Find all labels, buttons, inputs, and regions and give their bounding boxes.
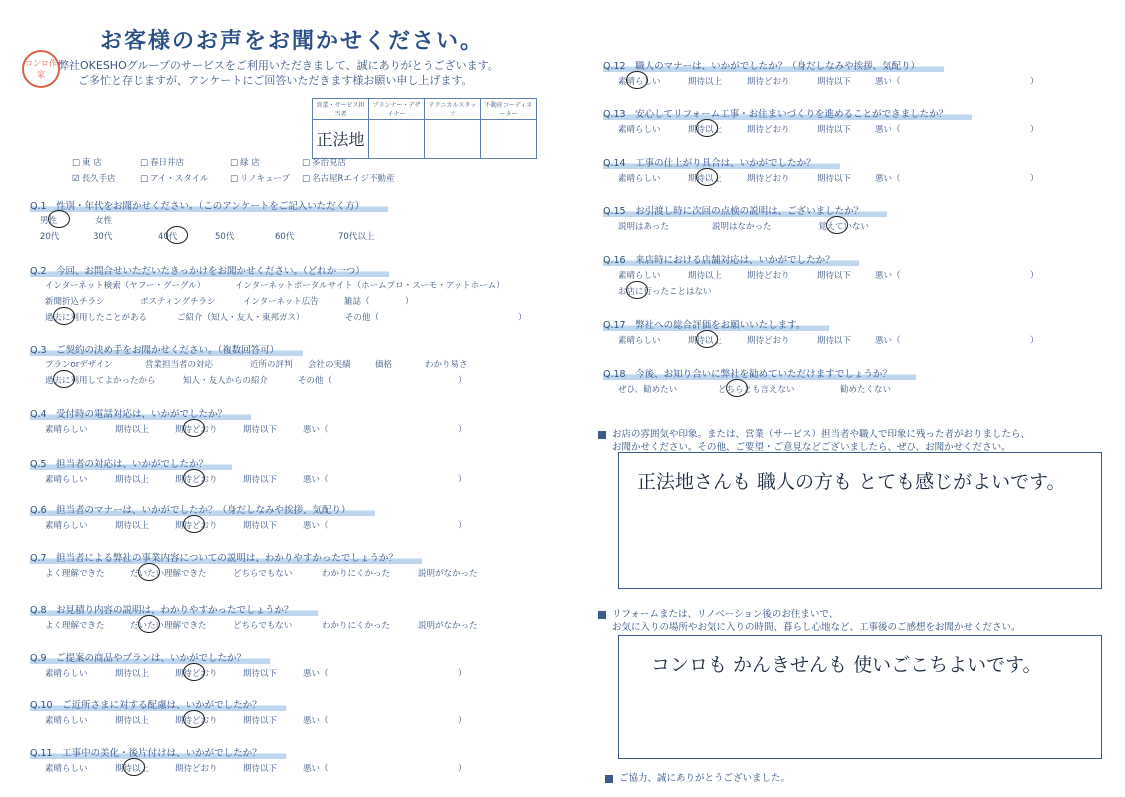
answer-paren: ） — [458, 716, 467, 726]
staff-header: テクニカルスタッフ — [425, 99, 481, 120]
question-title-text: Q.15 お引渡し時に次回の点検の説明は、ございましたか？ — [603, 203, 887, 217]
answer-option[interactable]: 営業担当者の対応 — [145, 360, 214, 370]
question-title-text: Q.16 来店時における店舗対応は、いかがでしたか？ — [603, 252, 859, 266]
answer-option[interactable]: 期待以下 — [817, 77, 852, 87]
answer-option[interactable]: 期待以上 — [115, 716, 150, 726]
answer-option[interactable]: だいたい理解できた — [130, 569, 207, 579]
answer-option[interactable]: その他（ — [298, 376, 333, 386]
answer-option[interactable]: 悪い（ — [875, 77, 901, 87]
handwritten-circle-mark — [696, 168, 718, 186]
answer-option[interactable]: 期待どおり — [747, 336, 790, 346]
question-title-text: Q.3 ご契約の決め手をお聞かせください。（複数回答可） — [30, 342, 303, 356]
store-checkbox[interactable]: □ 名古屋Rエイジ不動産 — [302, 172, 422, 184]
question-title — [30, 650, 270, 664]
comment-prompt-1: お店の雰囲気や印象。または、営業（サービス）担当者や職人で印象に残った者がおりましたら、 お聞かせください。その他、ご要望・ご意見などございましたら、ぜひ、お聞かせください。 — [598, 428, 1030, 454]
answer-option[interactable]: 悪い（ — [303, 669, 329, 679]
answer-option[interactable]: 期待以上 — [688, 174, 723, 184]
answer-option[interactable]: 説明がなかった — [418, 621, 478, 631]
answer-option[interactable]: 50代 — [215, 232, 235, 242]
answer-option[interactable]: インターネット広告 — [243, 297, 319, 307]
answer-option[interactable]: 期待どおり — [175, 475, 218, 485]
store-checkbox[interactable]: □ 春日井店 — [140, 156, 230, 168]
answer-option[interactable]: 素晴らしい — [618, 125, 661, 135]
answer-option[interactable]: 過去に利用してよかったから — [45, 376, 156, 386]
staff-value[interactable] — [313, 120, 369, 159]
answer-option[interactable]: 期待以下 — [817, 271, 852, 281]
handwritten-circle-mark — [726, 379, 748, 397]
answer-paren: ） — [518, 313, 527, 323]
handwritten-circle-mark — [53, 370, 75, 388]
answer-option[interactable]: ポスティングチラシ — [140, 297, 216, 307]
answer-option[interactable]: 期待どおり — [175, 669, 218, 679]
answer-option[interactable]: 70代以上 — [338, 232, 375, 242]
question-title — [603, 58, 944, 72]
answer-paren: ） — [458, 669, 467, 679]
question-title — [30, 342, 303, 356]
answer-option[interactable]: 期待以下 — [817, 125, 852, 135]
question-title-text: Q.14 工事の仕上がり具合は、いかがでしたか？ — [603, 155, 840, 169]
staff-value[interactable] — [481, 120, 537, 159]
answer-option[interactable]: 期待以下 — [817, 174, 852, 184]
question-title — [30, 502, 375, 516]
answer-option[interactable]: どちらでもない — [233, 621, 293, 631]
answer-paren: ） — [458, 764, 467, 774]
answer-option[interactable]: インターネット検索（ヤフー・グーグル） — [45, 281, 206, 291]
answer-option[interactable]: お店に行ったことはない — [618, 287, 712, 297]
answer-option[interactable]: 期待どおり — [175, 521, 218, 531]
answer-option[interactable]: 知人・友人からの紹介 — [183, 376, 269, 386]
staff-header: 営業・サービス担当者 — [313, 99, 369, 120]
handwritten-circle-mark — [626, 281, 648, 299]
answer-option[interactable]: 男性 — [40, 216, 58, 226]
handwritten-circle-mark — [166, 226, 188, 244]
answer-option[interactable]: インターネットポータルサイト（ホームプロ・スーモ・アットホーム） — [235, 281, 505, 291]
comment-prompt-2: リフォームまたは、リノベーション後のお住まいで、 お気に入りの場所やお気に入りの時間、暮らし心地など、工事後のご感想をお聞かせください。 — [598, 608, 1021, 634]
answer-option[interactable]: 期待どおり — [175, 425, 218, 435]
store-checkbox[interactable]: □ リノキューブ — [230, 172, 302, 184]
handwritten-circle-mark — [696, 330, 718, 348]
intro-line: 弊社OKESHOグループのサービスをご利用いただきまして、誠にありがとうございます。 — [58, 59, 499, 72]
answer-option[interactable]: 期待以下 — [243, 521, 278, 531]
answer-option[interactable]: 悪い（ — [875, 125, 901, 135]
answer-paren: ） — [1030, 77, 1039, 87]
question-title — [603, 366, 916, 380]
intro-text — [58, 58, 499, 88]
answer-option[interactable]: 期待以下 — [243, 764, 278, 774]
question-title — [30, 602, 318, 616]
answer-option[interactable]: 覚えていない — [818, 222, 870, 232]
answer-paren: ） — [1030, 336, 1039, 346]
answer-paren: ） — [458, 475, 467, 485]
answer-option[interactable]: 期待以上 — [115, 669, 150, 679]
comment-answer-1: 正法地さんも 職人の方も とても感じがよいです。 — [637, 471, 1066, 493]
company-stamp — [22, 50, 60, 88]
handwritten-circle-mark — [183, 419, 205, 437]
answer-option[interactable]: 悪い（ — [303, 425, 329, 435]
staff-value[interactable] — [369, 120, 425, 159]
question-title-text: Q.7 担当者による弊社の事業内容についての説明は、わかりやすかったでしょうか？ — [30, 550, 422, 564]
question-title — [30, 745, 286, 759]
answer-option[interactable]: 期待以下 — [243, 425, 278, 435]
answer-option[interactable]: 過去に利用したことがある — [45, 313, 148, 323]
answer-paren: ） — [1030, 125, 1039, 135]
answer-option[interactable]: 期待以上 — [115, 521, 150, 531]
staff-header: 不動産コーディネーター — [481, 99, 537, 120]
handwritten-circle-mark — [696, 119, 718, 137]
answer-option[interactable]: 説明はあった — [618, 222, 669, 232]
answer-option[interactable]: 価格 — [375, 360, 393, 370]
answer-option[interactable]: どちらでもない — [233, 569, 293, 579]
answer-option[interactable]: 素晴らしい — [45, 764, 88, 774]
answer-option[interactable]: 悪い（ — [875, 271, 901, 281]
answer-option[interactable]: 素晴らしい — [618, 336, 661, 346]
answer-option[interactable]: 期待どおり — [747, 125, 790, 135]
handwritten-circle-mark — [138, 563, 160, 581]
answer-option[interactable]: 悪い（ — [303, 521, 329, 531]
answer-option[interactable]: 説明がなかった — [418, 569, 478, 579]
handwritten-circle-mark — [626, 71, 648, 89]
staff-name-handwritten: 正法地 — [316, 130, 365, 149]
question-title-text: Q.2 今回、お問合せいただいたきっかけをお聞かせください。（どれか一つ） — [30, 263, 389, 277]
question-title — [30, 697, 286, 711]
answer-option[interactable]: わかりにくかった — [322, 569, 391, 579]
store-checklist — [72, 156, 422, 184]
answer-option[interactable]: よく理解できた — [45, 569, 105, 579]
answer-option[interactable]: 60代 — [275, 232, 295, 242]
answer-option[interactable]: 近所の評判 — [250, 360, 293, 370]
question-title — [30, 263, 389, 277]
question-title-text: Q.18 今後、お知り合いに弊社を勧めていただけますでしょうか？ — [603, 366, 916, 380]
answer-option[interactable]: 40代 — [158, 232, 178, 242]
answer-option[interactable]: 素晴らしい — [618, 77, 661, 87]
answer-option[interactable]: 悪い（ — [875, 174, 901, 184]
answer-option[interactable]: 素晴らしい — [45, 475, 88, 485]
answer-option[interactable]: わかり易さ — [425, 360, 468, 370]
answer-option[interactable]: 期待どおり — [747, 77, 790, 87]
answer-option[interactable]: どちらとも言えない — [718, 385, 795, 395]
answer-option[interactable]: 期待以下 — [243, 669, 278, 679]
question-title-text: Q.5 担当者の対応は、いかがでしたか？ — [30, 456, 232, 470]
question-title-text: Q.9 ご提案の商品やプランは、いかがでしたか？ — [30, 650, 270, 664]
question-title — [603, 106, 972, 120]
answer-option[interactable]: 30代 — [93, 232, 113, 242]
question-title-text: Q.8 お見積り内容の説明は、わかりやすかったでしょうか？ — [30, 602, 318, 616]
answer-option[interactable]: 期待どおり — [175, 764, 218, 774]
question-title-text: Q.10 ご近所さまに対する配慮は、いかがでしたか？ — [30, 697, 286, 711]
answer-option[interactable]: 悪い（ — [875, 336, 901, 346]
answer-option[interactable]: 期待以下 — [817, 336, 852, 346]
staff-header: プランナー・デザイナー — [369, 99, 425, 120]
intro-line: ご多忙と存じますが、アンケートにご回答いただきます様お願い申し上げます。 — [78, 74, 473, 87]
answer-paren: ） — [458, 521, 467, 531]
comment-answer-2: コンロも かんきせんも 使いごこちよいです。 — [651, 654, 1042, 676]
answer-option[interactable]: 期待以上 — [115, 475, 150, 485]
answer-option[interactable]: 説明はなかった — [712, 222, 772, 232]
comment-box-1[interactable] — [618, 452, 1102, 589]
question-title-text: Q.13 安心してリフォーム工事・お住まいづくりを進めることができましたか？ — [603, 106, 972, 120]
answer-option[interactable]: 期待以上 — [688, 125, 723, 135]
store-checkbox[interactable]: □ 東 店 — [72, 156, 140, 168]
question-title — [603, 203, 887, 217]
handwritten-circle-mark — [826, 216, 848, 234]
handwritten-circle-mark — [183, 663, 205, 681]
answer-paren: ） — [1030, 174, 1039, 184]
handwritten-circle-mark — [123, 758, 145, 776]
handwritten-circle-mark — [183, 515, 205, 533]
handwritten-circle-mark — [183, 469, 205, 487]
answer-option[interactable]: プランorデザイン — [45, 360, 113, 370]
handwritten-circle-mark — [138, 615, 160, 633]
question-title — [30, 456, 232, 470]
question-title-text: Q.4 受付時の電話対応は、いかがでしたか？ — [30, 406, 251, 420]
answer-option[interactable]: わかりにくかった — [322, 621, 391, 631]
answer-option[interactable]: 素晴らしい — [45, 425, 88, 435]
answer-option[interactable]: 期待どおり — [175, 716, 218, 726]
question-title — [603, 317, 829, 331]
answer-paren: ） — [1030, 271, 1039, 281]
answer-option[interactable]: 期待以下 — [243, 716, 278, 726]
store-checkbox[interactable]: □ アイ・スタイル — [140, 172, 230, 184]
answer-option[interactable]: ご紹介（知人・友人・東邦ガス） — [177, 313, 305, 323]
answer-option[interactable]: よく理解できた — [45, 621, 105, 631]
comment-box-2[interactable] — [618, 635, 1102, 759]
question-title-text: Q.6 担当者のマナーは、いかがでしたか？（身だしなみや挨拶、気配り） — [30, 502, 375, 516]
answer-paren: ） — [458, 425, 467, 435]
answer-option[interactable]: 新聞折込チラシ — [45, 297, 105, 307]
question-title — [30, 198, 388, 212]
store-checkbox[interactable]: □ 多治見店 — [302, 156, 422, 168]
stamp-text: コンロ作家 — [25, 59, 57, 79]
answer-option[interactable]: だいたい理解できた — [130, 621, 207, 631]
answer-option[interactable]: 女性 — [95, 216, 113, 226]
question-title — [603, 155, 840, 169]
handwritten-circle-mark — [53, 307, 75, 325]
bullet-square-icon — [598, 431, 606, 439]
answer-option[interactable]: 期待以上 — [115, 425, 150, 435]
answer-paren: ） — [405, 297, 414, 307]
answer-paren: ） — [458, 376, 467, 386]
answer-option[interactable]: 期待以下 — [243, 475, 278, 485]
answer-option[interactable]: 悪い（ — [303, 475, 329, 485]
answer-option[interactable]: 勧めたくない — [840, 385, 892, 395]
answer-option[interactable]: 素晴らしい — [618, 174, 661, 184]
answer-option[interactable]: ぜひ、勧めたい — [618, 385, 678, 395]
answer-option[interactable]: 期待以上 — [688, 77, 723, 87]
answer-option[interactable]: 期待どおり — [747, 174, 790, 184]
answer-option[interactable]: 悪い（ — [303, 716, 329, 726]
answer-option[interactable]: 期待以上 — [688, 336, 723, 346]
page-title: お客様のお声をお聞かせください。 — [100, 29, 485, 54]
question-title-text: Q.11 工事中の美化・後片付けは、いかがでしたか？ — [30, 745, 286, 759]
question-title — [30, 406, 251, 420]
staff-table — [312, 98, 537, 159]
answer-option[interactable]: 期待どおり — [747, 271, 790, 281]
answer-option[interactable]: その他（ — [345, 313, 380, 323]
store-checkbox[interactable]: □ 緑 店 — [230, 156, 302, 168]
question-title — [603, 252, 859, 266]
question-title-text: Q.12 職人のマナーは、いかがでしたか？（身だしなみや挨拶、気配り） — [603, 58, 944, 72]
answer-option[interactable]: 素晴らしい — [45, 521, 88, 531]
handwritten-circle-mark — [183, 710, 205, 728]
question-title-text: Q.1 性別・年代をお聞かせください。（このアンケートをご記入いただく方） — [30, 198, 388, 212]
answer-option[interactable]: 雑誌（ — [344, 297, 370, 307]
store-checkbox-checked[interactable]: ☑ 長久手店 — [72, 172, 140, 184]
answer-option[interactable]: 会社の実績 — [308, 360, 351, 370]
answer-option[interactable]: 悪い（ — [303, 764, 329, 774]
staff-value[interactable] — [425, 120, 481, 159]
question-title — [30, 550, 422, 564]
answer-option[interactable]: 素晴らしい — [618, 271, 661, 281]
thanks-text: ご協力、誠にありがとうございました。 — [605, 770, 790, 784]
answer-option[interactable]: 期待以上 — [115, 764, 150, 774]
answer-option[interactable]: 期待以上 — [688, 271, 723, 281]
handwritten-circle-mark — [48, 210, 70, 228]
bullet-square-icon — [598, 611, 606, 619]
answer-option[interactable]: 素晴らしい — [45, 669, 88, 679]
question-title-text: Q.17 弊社への総合評価をお願いいたします。 — [603, 317, 829, 331]
answer-option[interactable]: 素晴らしい — [45, 716, 88, 726]
bullet-square-icon — [605, 775, 613, 783]
answer-option[interactable]: 20代 — [40, 232, 60, 242]
